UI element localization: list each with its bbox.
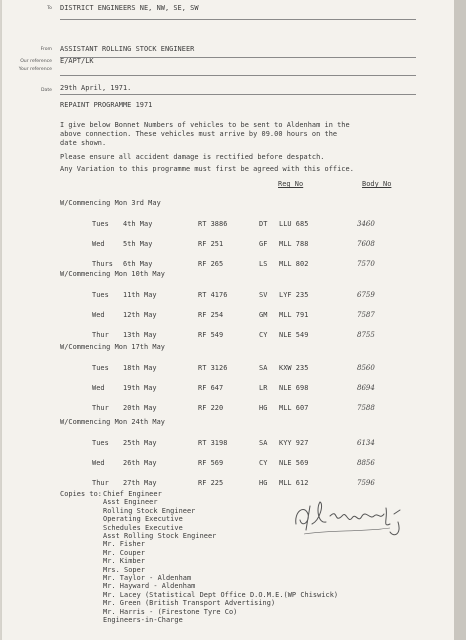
reg-no-header: Reg No	[278, 180, 304, 188]
schedule-body-no: 7587	[357, 311, 375, 319]
schedule-day: Thurs	[92, 260, 113, 268]
schedule-reg-no: NLE 698	[279, 384, 309, 392]
schedule-reg-no: LYF 235	[279, 291, 309, 299]
intro-line: date shown.	[60, 139, 107, 147]
schedule-date: 19th May	[123, 384, 157, 392]
copy-recipient: Mr. Fisher	[103, 540, 145, 549]
copy-recipient: Mr. Green (British Transport Advertising)	[103, 599, 276, 608]
date-value: 29th April, 1971.	[60, 84, 132, 92]
copy-recipient: Schedules Executive	[103, 523, 183, 532]
schedule-garage: SA	[259, 439, 268, 447]
schedule-date: 27th May	[123, 479, 157, 487]
copy-recipient: Mr. Kimber	[103, 557, 145, 566]
schedule-day: Tues	[92, 220, 109, 228]
copy-recipient: Mr. Lacey (Statistical Dept Office D.O.M.E.(WP Chiswick)	[103, 590, 339, 599]
schedule-reg-no: MLL 612	[279, 479, 309, 487]
document-title: REPAINT PROGRAMME 1971	[60, 101, 153, 109]
signature	[290, 494, 410, 544]
note-damage: Please ensure all accident damage is rectified before despatch.	[60, 153, 325, 161]
copy-recipient: Mrs. Soper	[103, 565, 145, 574]
your-reference-label: Your reference	[18, 67, 52, 72]
copy-recipient: Mr. Couper	[103, 548, 145, 557]
note-variation: Any Variation to this programme must first be agreed with this office.	[60, 165, 354, 173]
from-value: ASSISTANT ROLLING STOCK ENGINEER	[60, 45, 195, 53]
schedule-body-no: 8856	[357, 459, 375, 467]
schedule-fleet-number: RT 4176	[198, 291, 228, 299]
copy-recipient: Operating Executive	[103, 515, 183, 524]
memo-paper	[2, 0, 454, 640]
schedule-day: Tues	[92, 439, 109, 447]
schedule-fleet-number: RF 225	[198, 479, 224, 487]
week-heading: W/Commencing Mon 24th May	[60, 418, 165, 426]
scan-edge	[454, 0, 466, 640]
schedule-day: Wed	[92, 240, 105, 248]
schedule-day: Wed	[92, 459, 105, 467]
schedule-body-no: 7588	[357, 404, 375, 412]
schedule-garage: SV	[259, 291, 268, 299]
schedule-fleet-number: RF 220	[198, 404, 224, 412]
our-reference-value: E/APT/LK	[60, 57, 94, 65]
schedule-body-no: 7608	[357, 240, 375, 248]
schedule-reg-no: LLU 685	[279, 220, 309, 228]
copy-recipient: Mr. Hayward - Aldenham	[103, 582, 196, 591]
schedule-garage: CY	[259, 459, 268, 467]
schedule-body-no: 7596	[357, 479, 375, 487]
schedule-date: 13th May	[123, 331, 157, 339]
copy-recipient: Rolling Stock Engineer	[103, 506, 196, 515]
week-heading: W/Commencing Mon 3rd May	[60, 199, 161, 207]
schedule-body-no: 8694	[357, 384, 375, 392]
schedule-body-no: 6134	[357, 439, 375, 447]
copy-recipient: Mr. Taylor - Aldenham	[103, 574, 192, 582]
schedule-garage: HG	[259, 479, 268, 487]
from-label: From	[40, 47, 52, 52]
schedule-body-no: 3460	[357, 220, 375, 228]
schedule-garage: LR	[259, 384, 268, 392]
to-label: To	[47, 6, 52, 11]
schedule-garage: GM	[259, 311, 268, 319]
copies-label: Copies to:	[60, 490, 102, 498]
schedule-fleet-number: RF 254	[198, 311, 224, 319]
copy-recipient: Engineers-in-Charge	[103, 616, 183, 624]
schedule-date: 25th May	[123, 439, 157, 447]
schedule-fleet-number: RT 3886	[198, 220, 228, 228]
schedule-day: Wed	[92, 384, 105, 392]
schedule-fleet-number: RF 647	[198, 384, 224, 392]
date-label: Date	[41, 88, 52, 93]
schedule-date: 18th May	[123, 364, 157, 372]
schedule-reg-no: MLL 791	[279, 311, 309, 319]
schedule-day: Thur	[92, 479, 109, 487]
our-reference-label: Our reference	[20, 59, 52, 64]
schedule-garage: LS	[259, 260, 268, 268]
schedule-garage: HG	[259, 404, 268, 412]
schedule-body-no: 6759	[357, 291, 375, 299]
schedule-reg-no: MLL 788	[279, 240, 309, 248]
schedule-reg-no: KYY 927	[279, 439, 309, 447]
schedule-body-no: 8755	[357, 331, 375, 339]
schedule-garage: GF	[259, 240, 268, 248]
header-rule	[60, 75, 416, 76]
header-rule	[60, 19, 416, 20]
schedule-fleet-number: RT 3126	[198, 364, 228, 372]
to-value: DISTRICT ENGINEERS NE, NW, SE, SW	[60, 4, 199, 12]
body-no-header: Body No	[362, 180, 392, 188]
schedule-date: 6th May	[123, 260, 153, 268]
schedule-garage: DT	[259, 220, 268, 228]
copy-recipient: Mr. Harris - (Firestone Tyre Co)	[103, 607, 238, 616]
week-heading: W/Commencing Mon 17th May	[60, 343, 165, 351]
schedule-fleet-number: RF 549	[198, 331, 224, 339]
schedule-fleet-number: RF 251	[198, 240, 224, 248]
schedule-date: 12th May	[123, 311, 157, 319]
schedule-day: Tues	[92, 364, 109, 372]
schedule-day: Thur	[92, 404, 109, 412]
schedule-date: 26th May	[123, 459, 157, 467]
schedule-garage: CY	[259, 331, 268, 339]
schedule-garage: SA	[259, 364, 268, 372]
copy-recipient: Chief Engineer	[103, 490, 162, 498]
schedule-body-no: 8560	[357, 364, 375, 372]
schedule-reg-no: MLL 607	[279, 404, 309, 412]
schedule-body-no: 7570	[357, 260, 375, 268]
schedule-day: Thur	[92, 331, 109, 339]
schedule-date: 5th May	[123, 240, 153, 248]
copy-recipient: Asst Engineer	[103, 498, 158, 507]
schedule-date: 4th May	[123, 220, 153, 228]
intro-line: I give below Bonnet Numbers of vehicles to be sent to Aldenham in the	[60, 121, 350, 129]
schedule-day: Tues	[92, 291, 109, 299]
schedule-reg-no: NLE 549	[279, 331, 309, 339]
schedule-reg-no: KXW 235	[279, 364, 309, 372]
schedule-reg-no: MLL 802	[279, 260, 309, 268]
header-rule	[60, 94, 416, 95]
schedule-fleet-number: RF 265	[198, 260, 224, 268]
schedule-reg-no: NLE 569	[279, 459, 309, 467]
schedule-date: 20th May	[123, 404, 157, 412]
schedule-fleet-number: RT 3198	[198, 439, 228, 447]
schedule-date: 11th May	[123, 291, 157, 299]
schedule-fleet-number: RF 569	[198, 459, 224, 467]
week-heading: W/Commencing Mon 10th May	[60, 270, 165, 278]
schedule-day: Wed	[92, 311, 105, 319]
copy-recipient: Asst Rolling Stock Engineer	[103, 532, 217, 540]
header-rule	[60, 57, 416, 58]
intro-line: above connection. These vehicles must arrive by 09.00 hours on the	[60, 130, 338, 138]
